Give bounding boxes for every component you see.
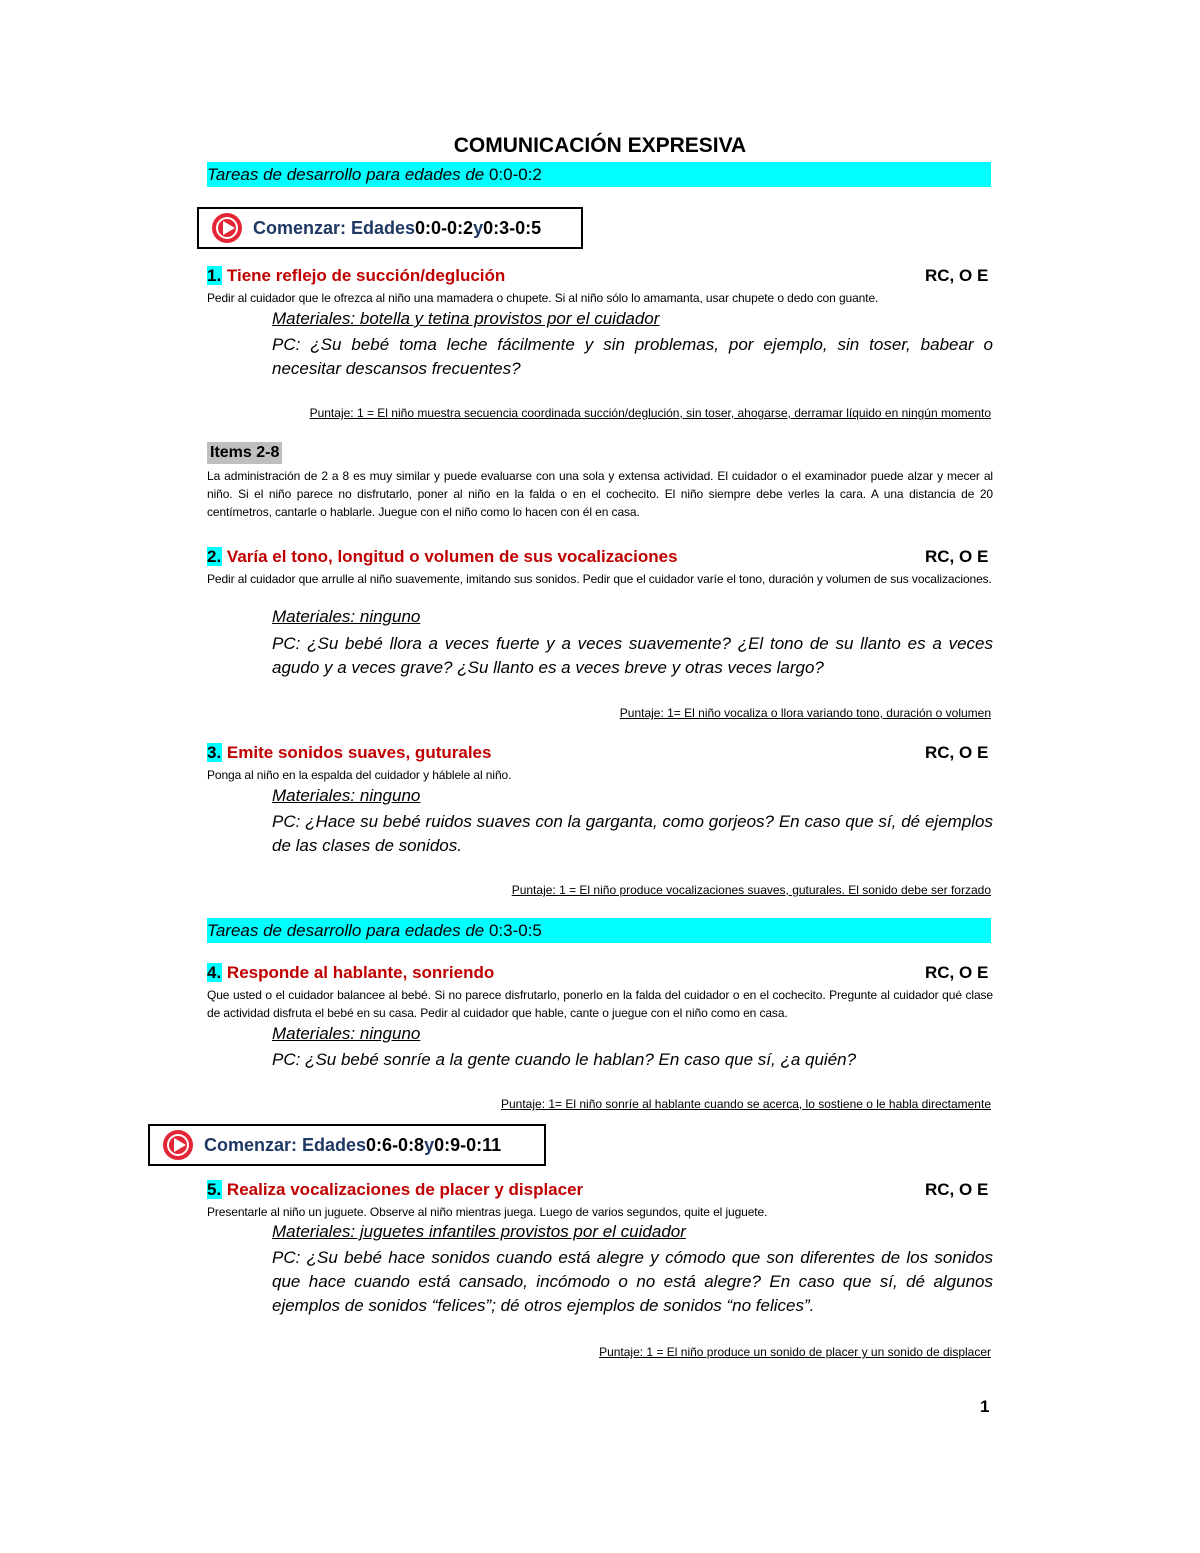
item-title (207, 547, 678, 567)
item-instructions: Pedir al cuidador que arrulle al niño suavemente, imitando sus sonidos. Pedir que el cuidador varíe el tono, duración y volumen de sus vocalizaciones. (207, 572, 992, 586)
item-title-text: Tiene reflejo de succión/deglución (226, 266, 506, 285)
start-range-b: 0:9-0:11 (434, 1134, 502, 1155)
item-caregiver-question: PC: ¿Su bebé sonríe a la gente cuando le hablan? En caso que sí, ¿a quién? (272, 1050, 857, 1069)
item-number: 2. (207, 547, 222, 566)
section-band-0-0-0-2 (207, 162, 991, 187)
item-caregiver-question: PC: ¿Su bebé toma leche fácilmente y sin problemas, por ejemplo, sin toser, babear o necesitar descansos frecuentes? (272, 335, 993, 378)
item-score: Puntaje: 1 = El niño produce un sonido de placer y un sonido de displacer (599, 1345, 991, 1359)
section-band-range: 0:0-0:2 (488, 165, 542, 184)
item-instructions: Pedir al cuidador que le ofrezca al niño una mamadera o chupete. Si al niño sólo lo amamanta, usar chupete o dedo con guante. (207, 291, 879, 305)
item-materials: Materiales: ninguno (272, 786, 421, 805)
item-title-text: Varía el tono, longitud o volumen de sus vocalizaciones (226, 547, 678, 566)
section-band-label: Tareas de desarrollo para edades de (207, 165, 489, 184)
items-group-label: Items 2-8 (207, 442, 282, 464)
section-band-label: Tareas de desarrollo para edades de (207, 921, 489, 940)
item-code: RC, O E (925, 1180, 989, 1199)
item-materials: Materiales: ninguno (272, 1024, 421, 1043)
start-prefix: Comenzar: Edades (253, 217, 416, 238)
item-code: RC, O E (925, 963, 989, 982)
item-instructions: Que usted o el cuidador balancee al bebé. Si no parece disfrutarlo, ponerlo en la falda del cuidador o en el cochecito. Pregunte al cuidador qué clase de actividad disfruta el bebé en su casa. Pedir al cuidador que hable, cante o juegue con el niño como en casa. (207, 988, 993, 1020)
item-number: 4. (207, 963, 222, 982)
item-number: 5. (207, 1180, 222, 1199)
start-arrow-icon (207, 210, 247, 246)
start-joiner: y (424, 1134, 435, 1155)
item-instructions: Ponga al niño en la espalda del cuidador y háblele al niño. (207, 768, 512, 782)
item-title (207, 1180, 583, 1200)
item-title (207, 266, 505, 286)
item-title (207, 743, 491, 763)
start-joiner: y (473, 217, 484, 238)
items-group-text: La administración de 2 a 8 es muy similar y puede evaluarse con una sola y extensa actividad. El cuidador o el examinador puede alzar y mecer al niño. Si el niño parece no disfrutarlo, poner al niño en la falda o en el cochecito. El niño siempre debe verles la cara. A una distancia de 20 centímetros, cantarle o hablarle. Juegue con el niño como lo hacen con él en casa. (207, 469, 993, 519)
item-caregiver-question: PC: ¿Hace su bebé ruidos suaves con la garganta, como gorjeos? En caso que sí, dé ejemplos de las clases de sonidos. (272, 812, 993, 855)
item-caregiver-question: PC: ¿Su bebé hace sonidos cuando está alegre y cómodo que son diferentes de los sonidos que hace cuando está cansado, incómodo o no está alegre? En caso que sí, dé algunos ejemplos de sonidos “felices”; dé otros ejemplos de sonidos “no felices”. (272, 1248, 993, 1315)
item-materials: Materiales: juguetes infantiles provistos por el cuidador (272, 1222, 686, 1241)
item-number: 3. (207, 743, 222, 762)
start-range-a: 0:0-0:2 (415, 217, 474, 238)
item-score: Puntaje: 1= El niño vocaliza o llora variando tono, duración o volumen (619, 706, 991, 720)
item-code: RC, O E (925, 547, 989, 566)
start-arrow-icon (158, 1127, 198, 1163)
item-code: RC, O E (925, 266, 989, 285)
item-code: RC, O E (925, 743, 989, 762)
item-materials: Materiales: botella y tetina provistos por el cuidador (272, 309, 660, 328)
item-title (207, 963, 494, 983)
start-prefix: Comenzar: Edades (204, 1134, 367, 1155)
page-number: 1 (980, 1397, 990, 1416)
item-title-text: Responde al hablante, sonriendo (226, 963, 495, 982)
start-range-a: 0:6-0:8 (366, 1134, 425, 1155)
item-instructions: Presentarle al niño un juguete. Observe al niño mientras juega. Luego de varios segundos, quite el juguete. (207, 1205, 768, 1219)
item-number: 1. (207, 266, 222, 285)
item-score: Puntaje: 1 = El niño produce vocalizaciones suaves, guturales. El sonido debe ser forzado (511, 883, 991, 897)
item-score: Puntaje: 1= El niño sonríe al hablante cuando se acerca, lo sostiene o le habla directamente (501, 1097, 991, 1111)
section-band-range: 0:3-0:5 (488, 921, 542, 940)
start-point-box (148, 1124, 546, 1166)
item-caregiver-question: PC: ¿Su bebé llora a veces fuerte y a veces suavemente? ¿El tono de su llanto es a veces agudo y a veces grave? ¿Su llanto es a veces breve y otras veces largo? (272, 634, 993, 677)
item-title-text: Emite sonidos suaves, guturales (226, 743, 492, 762)
item-materials: Materiales: ninguno (272, 607, 421, 626)
start-point-box (197, 207, 583, 249)
item-title-text: Realiza vocalizaciones de placer y displacer (226, 1180, 584, 1199)
item-score: Puntaje: 1 = El niño muestra secuencia coordinada succión/deglución, sin toser, ahogarse, derramar líquido en ningún momento (309, 406, 991, 420)
start-range-b: 0:3-0:5 (483, 217, 542, 238)
section-band-0-3-0-5 (207, 918, 991, 943)
page-title: COMUNICACIÓN EXPRESIVA (453, 134, 747, 157)
